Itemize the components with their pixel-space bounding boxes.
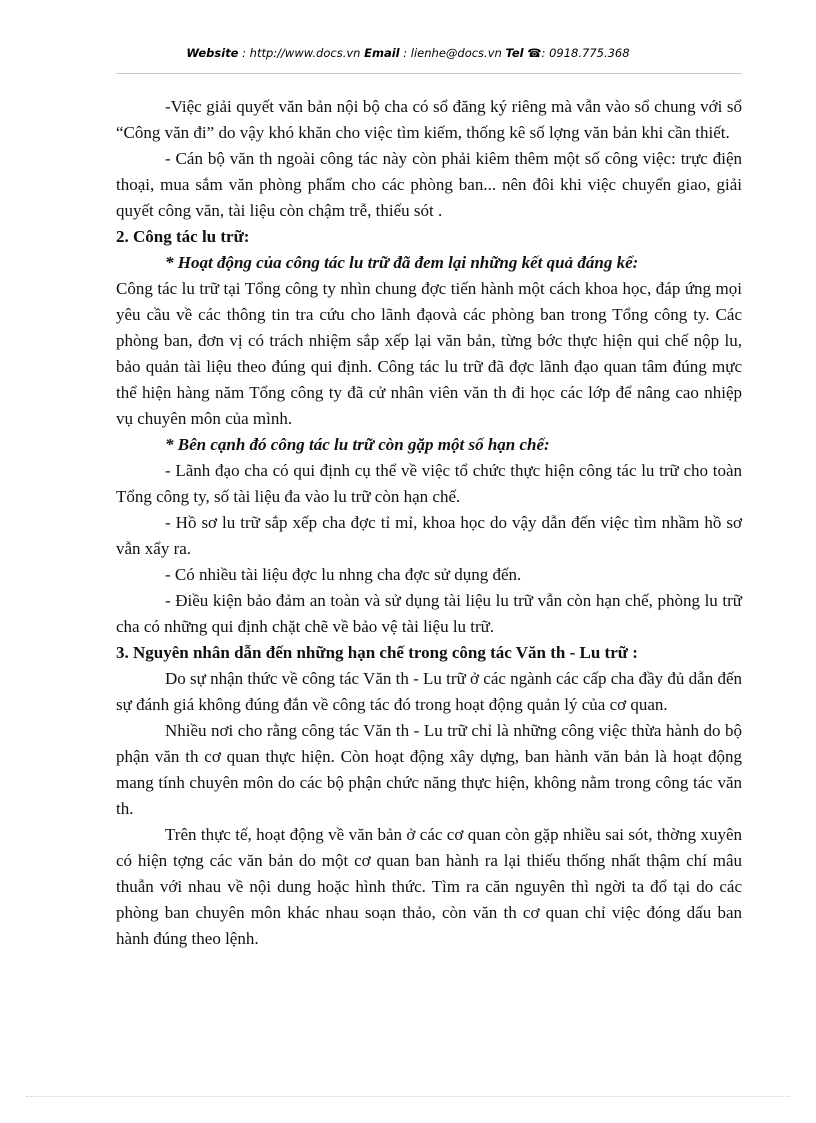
- paragraph-5: - Hồ sơ lu trữ sắp xếp cha đợc tỉ mỉ, khoa học do vậy dẫn đến việc tìm nhầm hồ sơ vẫn xẩy ra.: [116, 513, 742, 558]
- website-value[interactable]: : http://www.docs.vn: [238, 46, 365, 60]
- footer-divider: [26, 1096, 790, 1097]
- subheading-limitations: * Bên cạnh đó công tác lu trữ còn gặp một số hạn chế:: [165, 435, 550, 454]
- page-header: [0, 46, 816, 60]
- phone-icon: ☎: [527, 46, 542, 60]
- header-divider: [116, 73, 742, 74]
- section-heading-3: 3. Nguyên nhân dẫn đến những hạn chế trong công tác Văn th - Lu trữ :: [116, 643, 638, 662]
- email-value[interactable]: : lienhe@docs.vn: [399, 46, 506, 60]
- tel-value: : 0918.775.368: [541, 46, 630, 60]
- paragraph-7: - Điều kiện bảo đảm an toàn và sử dụng tài liệu lu trữ vẫn còn hạn chế, phòng lu trữ cha có những qui định chặt chẽ về bảo vệ tài liệu lu trữ.: [116, 591, 742, 636]
- paragraph-3: Công tác lu trữ tại Tổng công ty nhìn chung đợc tiến hành một cách khoa học, đáp ứng mọi yêu cầu về các thông tin tra cứu cho lãnh đạovà các phòng ban trong Tổng công ty. Các phòng ban, đơn vị có trách nhiệm sắp xếp lại văn bản, từng bớc thực hiện qui chế nộp lu, bảo quản tài liệu theo đúng qui định. Công tác lu trữ đã đợc lãnh đạo quan tâm đúng mực thể hiện hàng năm Tổng công ty đã cử nhân viên văn th đi học các lớp để nâng cao nhiệp vụ chuyên môn của mình.: [116, 279, 742, 428]
- document-body: [116, 94, 742, 952]
- website-label: Website: [186, 46, 239, 60]
- paragraph-10: Trên thực tế, hoạt động về văn bản ở các cơ quan còn gặp nhiều sai sót, thờng xuyên có hiện tợng các văn bản do một cơ quan ban hành ra lại thiếu thống nhất thậm chí mâu thuẫn với nhau về nội dung hoặc hình thức. Tìm ra căn nguyên thì ngời ta đổ tại do các phòng ban chuyên môn khác nhau soạn thảo, còn văn th cơ quan chỉ việc đóng dấu ban hành đúng theo lệnh.: [116, 825, 742, 948]
- paragraph-9: Nhiều nơi cho rằng công tác Văn th - Lu trữ chỉ là những công việc thừa hành do bộ phận văn th cơ quan thực hiện. Còn hoạt động xây dựng, ban hành văn bản là hoạt động mang tính chuyên môn do các bộ phận chức năng thực hiện, không nằm trong công tác văn th.: [116, 721, 742, 818]
- email-label: Email: [364, 46, 400, 60]
- paragraph-1: -Việc giải quyết văn bản nội bộ cha có sổ đăng ký riêng mà vẫn vào sổ chung với sổ “Công văn đi” do vậy khó khăn cho việc tìm kiếm, thống kê số lợng văn bản khi cần thiết.: [116, 97, 742, 142]
- subheading-achievements: * Hoạt động của công tác lu trữ đã đem lại những kết quả đáng kể:: [165, 253, 639, 272]
- paragraph-4: - Lãnh đạo cha có qui định cụ thể về việc tổ chức thực hiện công tác lu trữ cho toàn Tổng công ty, số tài liệu đa vào lu trữ còn hạn chế.: [116, 461, 742, 506]
- paragraph-8: Do sự nhận thức về công tác Văn th - Lu trữ ở các ngành các cấp cha đầy đủ dẫn đến sự đánh giá không đúng đắn về công tác đó trong hoạt động quản lý của cơ quan.: [116, 669, 742, 714]
- section-heading-2: 2. Công tác lu trữ:: [116, 227, 250, 246]
- tel-label: Tel: [505, 46, 524, 60]
- paragraph-2: - Cán bộ văn th ngoài công tác này còn phải kiêm thêm một số công việc: trực điện thoại, mua sắm văn phòng phẩm cho các phòng ban... nên đôi khi việc chuyển giao, giải quyết công văn, tài liệu còn chậm trễ, thiếu sót .: [116, 149, 742, 220]
- paragraph-6: - Có nhiều tài liệu đợc lu nhng cha đợc sử dụng đến.: [165, 565, 522, 584]
